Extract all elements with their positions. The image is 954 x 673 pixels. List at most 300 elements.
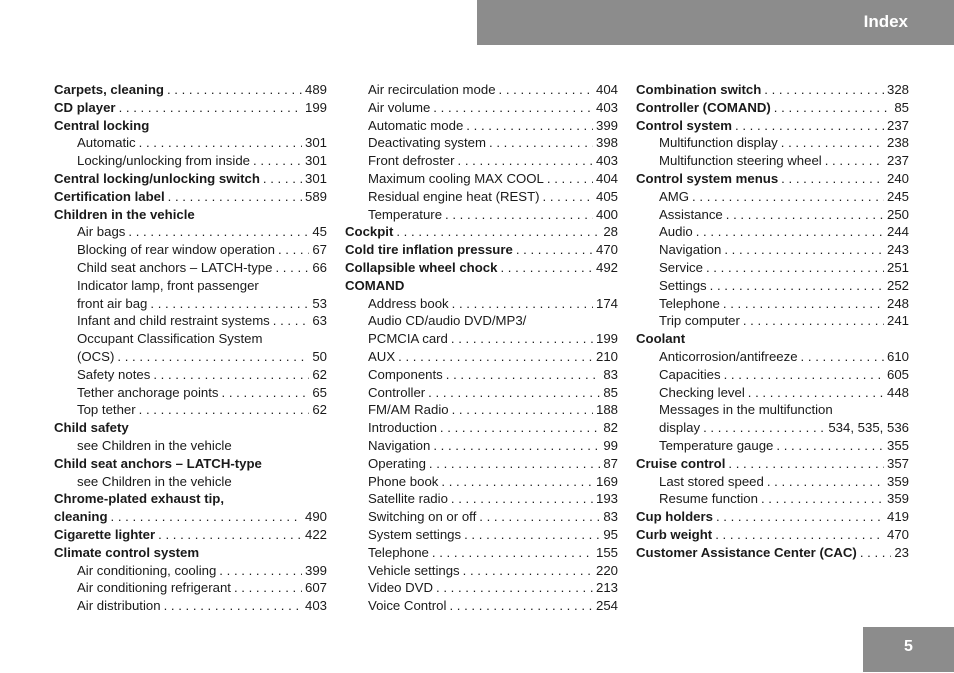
index-entry	[345, 152, 618, 170]
index-entry-label: Telephone	[659, 295, 720, 311]
index-entry-label: see Children in the vehicle	[77, 437, 232, 453]
index-entry-leader	[428, 384, 600, 402]
index-entry-label: Air bags	[77, 224, 126, 240]
index-entry	[54, 526, 327, 544]
index-entry	[636, 526, 909, 544]
index-entry-page: 220	[595, 562, 618, 578]
index-entry	[54, 81, 327, 99]
index-entry-label: Assistance	[659, 206, 723, 222]
index-entry-page: 193	[595, 491, 618, 507]
index-entry-label: Audio	[659, 224, 693, 240]
index-entry	[636, 419, 909, 437]
index-entry-leader	[436, 579, 593, 597]
index-entry-page: 419	[886, 509, 909, 525]
index-entry-leader	[139, 134, 302, 152]
index-entry	[345, 81, 618, 99]
index-entry-leader	[716, 508, 884, 526]
index-entry	[636, 81, 909, 99]
index-entry-label: Trip computer	[659, 313, 740, 329]
index-entry-page: 237	[886, 117, 909, 133]
index-entry-leader	[458, 152, 593, 170]
index-entry	[54, 188, 327, 206]
index-entry-page: 65	[312, 384, 327, 400]
index-entry-leader	[445, 206, 593, 224]
index-entry-page: 237	[886, 153, 909, 169]
index-entry-label: Maximum cooling MAX COOL	[368, 170, 544, 186]
index-entry-page: 199	[304, 99, 327, 115]
index-entry-leader	[764, 81, 884, 99]
index-entry-label: cleaning	[54, 509, 108, 525]
page-number: 5	[904, 638, 913, 655]
index-entry	[345, 188, 618, 206]
index-entry	[636, 152, 909, 170]
index-column-3	[636, 81, 909, 562]
index-entry-leader	[776, 437, 884, 455]
index-entry-leader	[234, 579, 302, 597]
index-entry-leader	[761, 490, 884, 508]
index-entry-leader	[278, 241, 309, 259]
index-entry-label: Central locking/unlocking switch	[54, 170, 260, 186]
index-entry-label: Introduction	[368, 420, 437, 436]
index-entry-page: 188	[595, 402, 618, 418]
index-entry-label: Indicator lamp, front passenger	[77, 277, 259, 293]
index-entry	[54, 99, 327, 117]
index-entry-leader	[168, 188, 302, 206]
index-entry-page: 155	[595, 544, 618, 560]
index-entry-page: 301	[304, 135, 327, 151]
index-entry	[54, 134, 327, 152]
index-entry	[345, 579, 618, 597]
index-entry	[345, 223, 618, 241]
index-entry-label: Temperature gauge	[659, 437, 774, 453]
index-entry-label: Navigation	[659, 242, 722, 258]
index-entry-label: Customer Assistance Center (CAC)	[636, 544, 857, 560]
index-entry	[636, 206, 909, 224]
index-entry-label: Anticorrosion/antifreeze	[659, 348, 798, 364]
index-entry	[345, 526, 618, 544]
index-entry-page: 213	[595, 580, 618, 596]
index-entry-leader	[464, 526, 600, 544]
index-entry	[345, 330, 618, 348]
index-entry	[636, 544, 909, 562]
index-entry-page: 301	[304, 153, 327, 169]
index-entry-page: 359	[886, 491, 909, 507]
index-entry-label: Child seat anchors – LATCH-type	[77, 259, 273, 275]
index-entry-leader	[706, 259, 884, 277]
index-entry-label: Resume function	[659, 491, 758, 507]
index-entry-page: 301	[304, 170, 327, 186]
index-entry-label: display	[659, 420, 701, 436]
index-entry	[636, 401, 909, 419]
index-entry	[345, 99, 618, 117]
index-entry-page: 399	[304, 562, 327, 578]
index-entry	[345, 419, 618, 437]
index-entry-label: Child safety	[54, 420, 129, 436]
page-title: Index	[863, 12, 908, 31]
index-entry-leader	[479, 508, 600, 526]
index-entry-page: 605	[886, 366, 909, 382]
index-entry-label: Curb weight	[636, 526, 713, 542]
index-entry-leader	[446, 366, 601, 384]
index-entry-page: 589	[304, 188, 327, 204]
index-entry-label: AMG	[659, 188, 690, 204]
index-entry-leader	[692, 188, 884, 206]
index-entry	[636, 473, 909, 491]
index-entry-page: 489	[304, 82, 327, 97]
index-entry-leader	[150, 295, 309, 313]
index-entry-page: 85	[894, 99, 909, 115]
index-entry-label: Temperature	[368, 206, 443, 222]
index-entry-page: 250	[886, 206, 909, 222]
index-entry	[636, 223, 909, 241]
index-entry	[345, 134, 618, 152]
index-entry	[54, 579, 327, 597]
index-entry	[54, 366, 327, 384]
index-entry-leader	[825, 152, 884, 170]
index-entry-page: 174	[595, 295, 618, 311]
index-entry-label: Carpets, cleaning	[54, 82, 164, 97]
index-entry-page: 405	[595, 188, 618, 204]
index-entry-page: 67	[312, 242, 327, 258]
index-entry-label: Deactivating system	[368, 135, 486, 151]
index-entry-page: 62	[312, 366, 327, 382]
index-entry	[54, 437, 327, 455]
index-entry-label: Collapsible wheel chock	[345, 259, 498, 275]
index-entry-leader	[726, 206, 884, 224]
index-entry-label: Cockpit	[345, 224, 394, 240]
index-entry-page: 243	[886, 242, 909, 258]
index-entry-label: Tether anchorage points	[77, 384, 219, 400]
index-entry-label: Front defroster	[368, 153, 455, 169]
index-entry	[636, 241, 909, 259]
index-entry-page: 210	[595, 348, 618, 364]
page-number-box	[863, 627, 954, 672]
index-entry	[54, 490, 327, 508]
index-entry-leader	[117, 348, 309, 366]
index-entry-page: 355	[886, 437, 909, 453]
index-entry-leader	[801, 348, 884, 366]
index-entry-leader	[500, 259, 593, 277]
index-entry-label: Controller (COMAND)	[636, 99, 771, 115]
index-entry-page: 87	[603, 455, 618, 471]
index-entry-page: 607	[304, 580, 327, 596]
index-entry-leader	[696, 223, 884, 241]
index-entry-leader	[452, 295, 593, 313]
index-entry	[345, 295, 618, 313]
index-entry	[636, 188, 909, 206]
index-entry-page: 240	[886, 170, 909, 186]
index-entry-page: 404	[595, 170, 618, 186]
index-entry	[345, 366, 618, 384]
index-entry-leader	[433, 437, 600, 455]
index-entry	[636, 437, 909, 455]
index-entry-page: 328	[886, 82, 909, 97]
index-entry	[345, 455, 618, 473]
index-entry-leader	[466, 117, 593, 135]
index-entry-leader	[724, 366, 884, 384]
index-entry-label: Video DVD	[368, 580, 433, 596]
index-entry-page: 251	[886, 259, 909, 275]
index-entry-page: 400	[595, 206, 618, 222]
index-entry-label: Chrome-plated exhaust tip,	[54, 491, 224, 507]
index-entry	[345, 384, 618, 402]
index-entry-label: Audio CD/audio DVD/MP3/	[368, 313, 527, 329]
index-entry-label: Air volume	[368, 99, 431, 115]
index-entry-leader	[451, 490, 593, 508]
index-entry-leader	[723, 295, 884, 313]
index-entry-label: Checking level	[659, 384, 745, 400]
index-entry	[345, 170, 618, 188]
index-entry-label: Air conditioning refrigerant	[77, 580, 231, 596]
index-entry-page: 63	[312, 313, 327, 329]
index-entry-page: 245	[886, 188, 909, 204]
index-entry	[636, 508, 909, 526]
index-entry-label: Children in the vehicle	[54, 206, 195, 222]
index-entry-page: 403	[304, 598, 327, 614]
index-entry-label: AUX	[368, 348, 396, 364]
index-entry-page: 99	[603, 437, 618, 453]
index-entry	[345, 277, 618, 295]
index-entry	[54, 206, 327, 224]
index-entry	[54, 562, 327, 580]
index-entry-leader	[433, 99, 593, 117]
index-entry	[54, 455, 327, 473]
index-entry-page: 50	[312, 348, 327, 364]
index-entry-page: 422	[304, 526, 327, 542]
index-entry	[636, 384, 909, 402]
index-entry-leader	[781, 170, 884, 188]
index-entry-leader	[153, 366, 309, 384]
index-entry	[345, 490, 618, 508]
index-entry-leader	[222, 384, 310, 402]
index-entry-label: CD player	[54, 99, 116, 115]
index-entry-page: 470	[886, 526, 909, 542]
index-entry-label: Components	[368, 366, 443, 382]
index-entry-label: Telephone	[368, 544, 429, 560]
index-entry-leader	[724, 241, 884, 259]
index-entry-label: Air recirculation mode	[368, 82, 496, 97]
index-entry-leader	[715, 526, 884, 544]
index-entry	[54, 384, 327, 402]
index-entry	[636, 312, 909, 330]
index-entry	[345, 401, 618, 419]
index-entry-label: Messages in the multifunction	[659, 402, 833, 418]
index-entry-leader	[735, 117, 884, 135]
index-entry-label: Switching on or off	[368, 509, 477, 525]
index-entry-leader	[449, 597, 593, 615]
index-entry	[636, 330, 909, 348]
index-entry-leader	[128, 223, 309, 241]
index-entry-page: 403	[595, 99, 618, 115]
index-entry-label: (OCS)	[77, 348, 115, 364]
index-entry	[54, 241, 327, 259]
index-entry-label: Cup holders	[636, 509, 713, 525]
index-entry-leader	[111, 508, 302, 526]
index-entry-label: System settings	[368, 526, 462, 542]
index-entry	[636, 490, 909, 508]
index-entry	[54, 508, 327, 526]
index-entry-page: 83	[603, 509, 618, 525]
index-entry-page: 169	[595, 473, 618, 489]
index-entry	[345, 259, 618, 277]
index-entry-leader	[860, 544, 892, 562]
index-entry	[54, 117, 327, 135]
index-entry-label: Safety notes	[77, 366, 151, 382]
index-entry-page: 85	[603, 384, 618, 400]
index-entry	[636, 348, 909, 366]
index-entry-label: Locking/unlocking from inside	[77, 153, 250, 169]
index-entry	[54, 152, 327, 170]
index-entry-page: 53	[312, 295, 327, 311]
index-entry-page: 470	[595, 242, 618, 258]
index-entry-page: 398	[595, 135, 618, 151]
index-entry-label: Control system menus	[636, 170, 779, 186]
index-entry-label: Occupant Classification System	[77, 331, 263, 347]
index-entry-label: Top tether	[77, 402, 136, 418]
index-entry	[345, 241, 618, 259]
index-entry-page: 534, 535, 536	[828, 420, 909, 436]
index-entry	[54, 259, 327, 277]
index-entry-leader	[429, 455, 600, 473]
index-entry-page: 490	[304, 509, 327, 525]
index-entry-label: Capacities	[659, 366, 721, 382]
index-entry-label: Air distribution	[77, 598, 161, 614]
index-column-2	[345, 81, 618, 615]
index-entry-leader	[710, 277, 884, 295]
index-entry-label: Phone book	[368, 473, 439, 489]
index-entry-leader	[219, 562, 302, 580]
index-entry-label: Control system	[636, 117, 732, 133]
index-entry-leader	[263, 170, 302, 188]
index-entry-page: 83	[603, 366, 618, 382]
index-entry	[636, 366, 909, 384]
index-entry-leader	[164, 597, 302, 615]
index-entry	[54, 170, 327, 188]
index-entry-leader	[743, 312, 884, 330]
index-entry-label: Automatic	[77, 135, 136, 151]
index-entry-page: 252	[886, 277, 909, 293]
index-entry	[345, 544, 618, 562]
header-bar	[477, 0, 954, 45]
index-entry	[636, 259, 909, 277]
index-entry-page: 359	[886, 473, 909, 489]
index-entry-leader	[398, 348, 593, 366]
index-entry-page: 404	[595, 82, 618, 97]
index-entry-label: Controller	[368, 384, 426, 400]
index-entry-label: FM/AM Radio	[368, 402, 449, 418]
index-entry-leader	[139, 401, 310, 419]
index-entry	[54, 597, 327, 615]
index-entry-page: 66	[312, 259, 327, 275]
index-entry	[636, 99, 909, 117]
index-entry-leader	[158, 526, 302, 544]
index-entry-leader	[781, 134, 884, 152]
index-entry-label: Child seat anchors – LATCH-type	[54, 455, 262, 471]
index-entry-leader	[441, 473, 593, 491]
index-entry	[345, 312, 618, 330]
index-entry-label: Settings	[659, 277, 707, 293]
index-entry-label: Air conditioning, cooling	[77, 562, 217, 578]
index-entry-label: Central locking	[54, 117, 150, 133]
index-entry-leader	[728, 455, 884, 473]
index-entry-page: 448	[886, 384, 909, 400]
index-entry-leader	[489, 134, 593, 152]
index-entry-leader	[748, 384, 884, 402]
index-entry-leader	[543, 188, 593, 206]
index-entry	[54, 401, 327, 419]
index-entry-page: 23	[894, 544, 909, 560]
index-entry-label: Climate control system	[54, 544, 200, 560]
index-entry-label: Voice Control	[368, 598, 447, 614]
index-entry-leader	[499, 81, 593, 99]
index-column-1	[54, 81, 327, 615]
index-entry	[54, 295, 327, 313]
index-entry-leader	[703, 419, 825, 437]
index-entry	[54, 312, 327, 330]
index-entry-leader	[440, 419, 600, 437]
index-entry-leader	[275, 259, 309, 277]
index-entry-page: 45	[312, 224, 327, 240]
index-entry-label: Operating	[368, 455, 426, 471]
index-entry-label: Infant and child restraint systems	[77, 313, 270, 329]
index-entry	[54, 330, 327, 348]
index-entry-label: Last stored speed	[659, 473, 764, 489]
index-entry-page: 492	[595, 259, 618, 275]
index-entry-page: 254	[595, 598, 618, 614]
index-entry	[345, 206, 618, 224]
index-entry	[54, 473, 327, 491]
index-entry-label: Multifunction display	[659, 135, 778, 151]
index-entry	[345, 348, 618, 366]
index-entry	[54, 348, 327, 366]
index-entry-leader	[253, 152, 302, 170]
index-entry-page: 248	[886, 295, 909, 311]
index-entry-label: Coolant	[636, 331, 686, 347]
index-entry-page: 399	[595, 117, 618, 133]
index-entry-page: 82	[603, 420, 618, 436]
index-entry-leader	[767, 473, 884, 491]
index-entry-label: Combination switch	[636, 82, 762, 97]
index-entry-leader	[463, 562, 593, 580]
index-entry-label: Navigation	[368, 437, 431, 453]
index-entry-leader	[516, 241, 593, 259]
index-entry	[345, 437, 618, 455]
index-entry-label: Vehicle settings	[368, 562, 460, 578]
index-entry	[636, 134, 909, 152]
index-entry	[54, 544, 327, 562]
index-entry	[636, 295, 909, 313]
index-entry-label: Multifunction steering wheel	[659, 153, 822, 169]
index-entry-label: Blocking of rear window operation	[77, 242, 275, 258]
index-entry-label: Address book	[368, 295, 449, 311]
index-entry-page: 62	[312, 402, 327, 418]
index-entry	[345, 562, 618, 580]
index-entry	[636, 117, 909, 135]
index-entry	[636, 170, 909, 188]
index-entry	[636, 455, 909, 473]
index-entry-label: COMAND	[345, 277, 405, 293]
index-entry	[345, 473, 618, 491]
index-entry	[345, 117, 618, 135]
index-entry-page: 403	[595, 153, 618, 169]
index-entry-label: see Children in the vehicle	[77, 473, 232, 489]
index-entry-page: 238	[886, 135, 909, 151]
index-entry-leader	[452, 401, 593, 419]
index-entry-page: 241	[886, 313, 909, 329]
index-entry-page: 610	[886, 348, 909, 364]
index-entry-page: 199	[595, 331, 618, 347]
index-entry	[54, 277, 327, 295]
